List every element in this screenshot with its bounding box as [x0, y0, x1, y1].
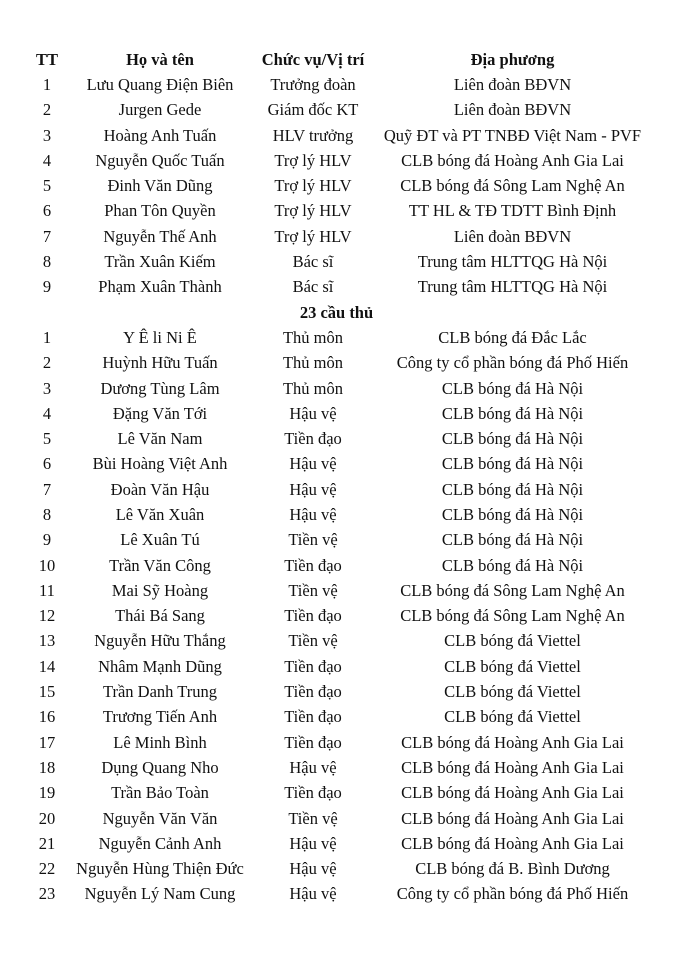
cell-place: Trung tâm HLTTQG Hà Nội: [417, 277, 608, 297]
staff-row: [28, 249, 653, 274]
cell-name: Lê Xuân Tú: [120, 530, 200, 550]
cell-role: Tiền đạo: [284, 682, 342, 702]
player-row: [28, 857, 653, 882]
cell-role: Tiền vệ: [288, 808, 338, 828]
cell-role: Thủ môn: [282, 327, 344, 347]
cell-role: Tiền đạo: [284, 606, 342, 626]
cell-role: Tiền đạo: [284, 707, 342, 727]
cell-role: Trưởng đoàn: [270, 74, 356, 94]
cell-place: CLB bóng đá B. Bình Dương: [415, 859, 610, 879]
cell-place: CLB bóng đá Hoàng Anh Gia Lai: [401, 833, 624, 853]
cell-name: Nguyễn Quốc Tuấn: [95, 150, 225, 170]
header-row: [28, 47, 653, 72]
cell-place: CLB bóng đá Sông Lam Nghệ An: [400, 176, 625, 196]
cell-role: Tiền đạo: [284, 429, 342, 449]
cell-tt: 11: [39, 580, 55, 600]
player-row: [28, 730, 653, 755]
player-row: [28, 679, 653, 704]
cell-name: Mai Sỹ Hoàng: [111, 580, 209, 600]
cell-role: Bác sĩ: [292, 277, 334, 297]
cell-tt: 3: [42, 378, 52, 398]
player-row: [28, 781, 653, 806]
cell-place: CLB bóng đá Hà Nội: [441, 454, 584, 474]
cell-name: Lê Minh Bình: [113, 732, 207, 752]
cell-place: CLB bóng đá Sông Lam Nghệ An: [400, 606, 625, 626]
cell-role: Giám đốc KT: [267, 100, 359, 120]
player-row: [28, 553, 653, 578]
cell-place: CLB bóng đá Viettel: [444, 707, 581, 727]
cell-place: CLB bóng đá Viettel: [444, 631, 581, 651]
cell-place: TT HL & TĐ TDTT Bình Định: [408, 201, 617, 221]
cell-place: CLB bóng đá Hà Nội: [441, 504, 584, 524]
cell-place: CLB bóng đá Sông Lam Nghệ An: [400, 580, 625, 600]
staff-row: [28, 98, 653, 123]
cell-role: Tiền đạo: [284, 783, 342, 803]
cell-tt: 21: [38, 833, 56, 853]
cell-place: Liên đoàn BĐVN: [453, 100, 572, 120]
cell-role: Thủ môn: [282, 353, 344, 373]
cell-place: CLB bóng đá Hoàng Anh Gia Lai: [401, 757, 624, 777]
player-row: [28, 426, 653, 451]
staff-row: [28, 148, 653, 173]
player-row: [28, 477, 653, 502]
staff-row: [28, 123, 653, 148]
cell-tt: 5: [42, 429, 52, 449]
cell-tt: 20: [38, 808, 56, 828]
players-heading: 23 cầu thủ: [299, 302, 374, 322]
cell-name: Dụng Quang Nho: [101, 757, 219, 777]
header-tt: TT: [35, 49, 58, 69]
cell-tt: 1: [42, 327, 52, 347]
cell-name: Đinh Văn Dũng: [107, 176, 213, 196]
cell-name: Trần Danh Trung: [102, 682, 217, 702]
cell-name: Trần Văn Công: [109, 555, 211, 575]
cell-name: Nguyễn Văn Văn: [102, 808, 218, 828]
cell-name: Jurgen Gede: [118, 100, 202, 120]
cell-role: Hậu vệ: [289, 884, 337, 904]
header-name: Họ và tên: [126, 49, 194, 69]
cell-name: Nguyễn Lý Nam Cung: [84, 884, 236, 904]
player-row: [28, 629, 653, 654]
cell-place: CLB bóng đá Hà Nội: [441, 429, 584, 449]
cell-role: Tiền vệ: [288, 580, 338, 600]
cell-tt: 19: [38, 783, 56, 803]
player-row: [28, 528, 653, 553]
cell-name: Trương Tiến Anh: [102, 707, 218, 727]
cell-tt: 15: [38, 682, 56, 702]
cell-tt: 6: [42, 454, 52, 474]
cell-name: Trần Bảo Toàn: [111, 783, 209, 803]
player-row: [28, 401, 653, 426]
cell-role: Tiền đạo: [284, 656, 342, 676]
player-row: [28, 578, 653, 603]
player-row: [28, 654, 653, 679]
cell-tt: 16: [38, 707, 56, 727]
cell-tt: 1: [42, 74, 52, 94]
cell-tt: 18: [38, 757, 56, 777]
players-heading-section: [28, 300, 653, 325]
cell-tt: 7: [42, 226, 52, 246]
cell-role: HLV trưởng: [272, 125, 354, 145]
cell-role: Tiền đạo: [284, 732, 342, 752]
cell-place: Liên đoàn BĐVN: [453, 74, 572, 94]
cell-tt: 4: [42, 403, 52, 423]
cell-tt: 2: [42, 100, 52, 120]
staff-row: [28, 72, 653, 97]
cell-place: CLB bóng đá Đắc Lắc: [438, 327, 587, 347]
cell-role: Bác sĩ: [292, 252, 334, 272]
cell-tt: 22: [38, 859, 56, 879]
cell-tt: 17: [38, 732, 56, 752]
cell-name: Nguyễn Cảnh Anh: [98, 833, 222, 853]
player-row: [28, 705, 653, 730]
cell-name: Đoàn Văn Hậu: [110, 479, 210, 499]
cell-tt: 23: [38, 884, 56, 904]
cell-role: Thủ môn: [282, 378, 344, 398]
cell-tt: 7: [42, 479, 52, 499]
cell-role: Hậu vệ: [289, 504, 337, 524]
staff-row: [28, 275, 653, 300]
cell-role: Trợ lý HLV: [274, 176, 352, 196]
player-row: [28, 351, 653, 376]
cell-role: Hậu vệ: [289, 833, 337, 853]
cell-name: Huỳnh Hữu Tuấn: [102, 353, 218, 373]
cell-role: Hậu vệ: [289, 454, 337, 474]
cell-role: Trợ lý HLV: [274, 226, 352, 246]
staff-row: [28, 199, 653, 224]
cell-role: Tiền vệ: [288, 530, 338, 550]
cell-place: CLB bóng đá Hà Nội: [441, 530, 584, 550]
cell-name: Nguyễn Thế Anh: [103, 226, 217, 246]
cell-name: Y Ê li Ni Ê: [123, 327, 197, 347]
players-heading-row: [28, 300, 653, 325]
player-row: [28, 452, 653, 477]
staff-section: [28, 72, 653, 300]
cell-tt: 8: [42, 504, 52, 524]
cell-name: Nguyễn Hữu Thắng: [94, 631, 226, 651]
cell-name: Đặng Văn Tới: [112, 403, 208, 423]
cell-place: Trung tâm HLTTQG Hà Nội: [417, 252, 608, 272]
cell-name: Hoàng Anh Tuấn: [103, 125, 217, 145]
cell-place: Công ty cổ phần bóng đá Phố Hiến: [396, 353, 629, 373]
cell-name: Lê Văn Xuân: [115, 504, 205, 524]
cell-name: Bùi Hoàng Việt Anh: [92, 454, 228, 474]
cell-place: CLB bóng đá Hoàng Anh Gia Lai: [401, 783, 624, 803]
cell-role: Trợ lý HLV: [274, 201, 352, 221]
cell-place: Liên đoàn BĐVN: [453, 226, 572, 246]
cell-place: CLB bóng đá Hoàng Anh Gia Lai: [401, 808, 624, 828]
cell-name: Lê Văn Nam: [117, 429, 203, 449]
cell-tt: 10: [38, 555, 56, 575]
cell-tt: 9: [42, 277, 52, 297]
staff-row: [28, 173, 653, 198]
cell-place: CLB bóng đá Hoàng Anh Gia Lai: [401, 150, 624, 170]
cell-name: Dương Tùng Lâm: [100, 378, 220, 398]
cell-name: Nguyễn Hùng Thiện Đức: [76, 859, 244, 879]
cell-name: Phạm Xuân Thành: [98, 277, 222, 297]
player-row: [28, 806, 653, 831]
cell-tt: 14: [38, 656, 56, 676]
header-place: Địa phương: [470, 49, 555, 69]
cell-tt: 6: [42, 201, 52, 221]
cell-role: Tiền đạo: [284, 555, 342, 575]
cell-role: Hậu vệ: [289, 757, 337, 777]
cell-role: Hậu vệ: [289, 479, 337, 499]
header-role: Chức vụ/Vị trí: [261, 49, 365, 69]
player-row: [28, 604, 653, 629]
cell-place: CLB bóng đá Viettel: [444, 656, 581, 676]
roster-table: [28, 47, 653, 907]
cell-tt: 12: [38, 606, 56, 626]
cell-name: Phan Tôn Quyền: [104, 201, 216, 221]
player-row: [28, 882, 653, 907]
cell-tt: 9: [42, 530, 52, 550]
cell-place: Quỹ ĐT và PT TNBĐ Việt Nam - PVF: [383, 125, 642, 145]
cell-place: CLB bóng đá Viettel: [444, 682, 581, 702]
staff-row: [28, 224, 653, 249]
cell-tt: 5: [42, 176, 52, 196]
player-row: [28, 502, 653, 527]
cell-tt: 4: [42, 150, 52, 170]
players-section: [28, 325, 653, 907]
player-row: [28, 755, 653, 780]
cell-place: CLB bóng đá Hà Nội: [441, 479, 584, 499]
cell-tt: 8: [42, 252, 52, 272]
cell-place: CLB bóng đá Hà Nội: [441, 403, 584, 423]
player-row: [28, 325, 653, 350]
cell-tt: 3: [42, 125, 52, 145]
cell-place: CLB bóng đá Hà Nội: [441, 555, 584, 575]
cell-place: CLB bóng đá Hoàng Anh Gia Lai: [401, 732, 624, 752]
cell-role: Trợ lý HLV: [274, 150, 352, 170]
player-row: [28, 831, 653, 856]
cell-name: Nhâm Mạnh Dũng: [98, 656, 222, 676]
cell-name: Trần Xuân Kiếm: [104, 252, 216, 272]
cell-role: Hậu vệ: [289, 403, 337, 423]
cell-name: Lưu Quang Điện Biên: [86, 74, 234, 94]
cell-place: Công ty cổ phần bóng đá Phố Hiến: [396, 884, 629, 904]
cell-role: Tiền vệ: [288, 631, 338, 651]
cell-name: Thái Bá Sang: [115, 606, 205, 626]
cell-tt: 2: [42, 353, 52, 373]
cell-tt: 13: [38, 631, 56, 651]
cell-role: Hậu vệ: [289, 859, 337, 879]
cell-place: CLB bóng đá Hà Nội: [441, 378, 584, 398]
player-row: [28, 376, 653, 401]
